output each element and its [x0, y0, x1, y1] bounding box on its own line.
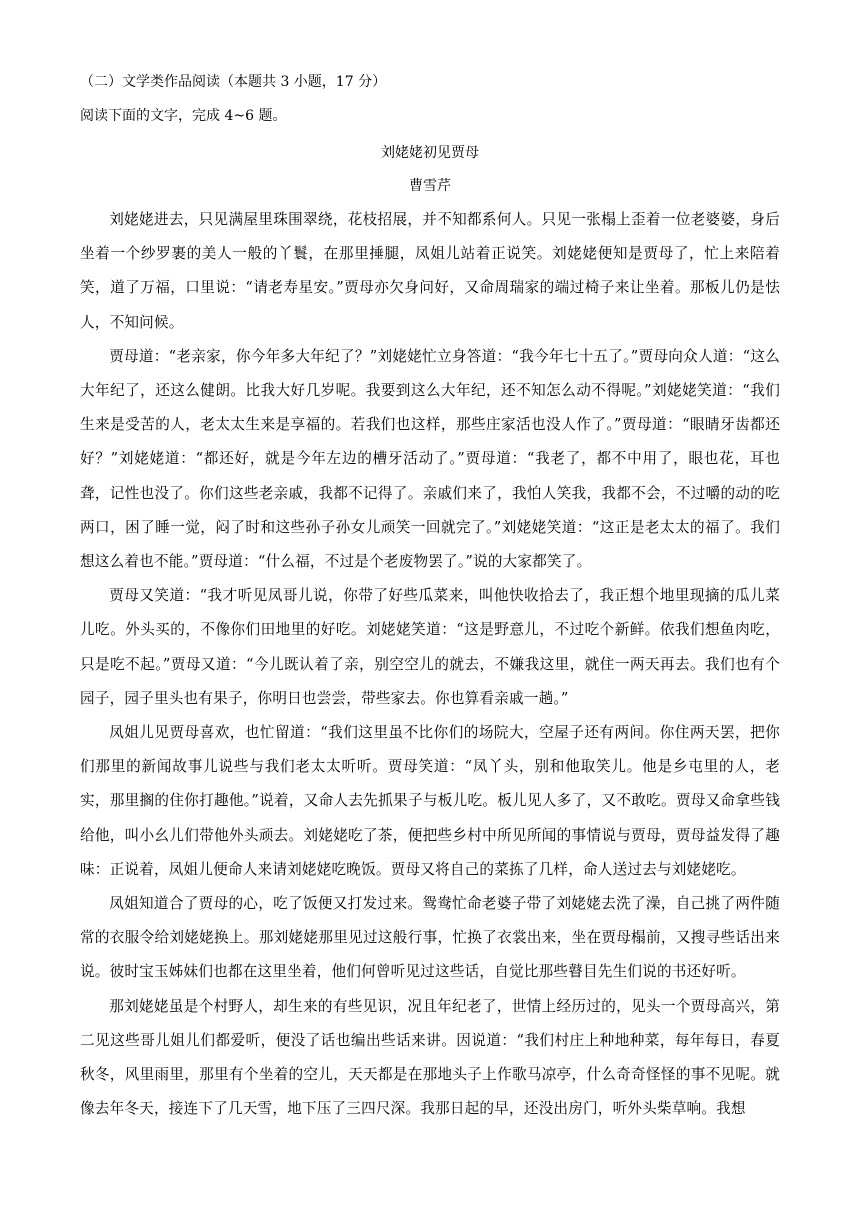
paragraph: 那刘姥姥虽是个村野人，却生来的有些见识，况且年纪老了，世情上经历过的，见头一个贾母高兴，第二见这些哥儿姐儿们都爱听，便没了话也编出些话来讲。因说道：“我们村庄上种地种菜，每年每日，春夏秋冬，风里雨里，那里有个坐着的空儿，天天都是在那地头子上作歌马凉亭，什么奇奇怪怪的事不见呢。就像去年冬天，接连下了几天雪，地下压了三四尺深。我那日起的早，还没出房门，听外头柴草响。我想	[80, 997, 780, 1118]
article-title: 刘姥姥初见贾母	[381, 145, 479, 161]
section-heading: （二）文学类作品阅读（本题共 3 小题，17 分）	[80, 74, 387, 90]
article-body	[80, 203, 780, 1126]
paragraph: 贾母道：“老亲家，你今年多大年纪了？”刘姥姥忙立身答道：“我今年七十五了。”贾母向众人道：“这么大年纪了，还这么健朗。比我大好几岁呢。我要到这么大年纪，还不知怎么动不得呢。”刘姥姥笑道：“我们生来是受苦的人，老太太生来是享福的。若我们也这样，那些庄家活也没人作了。”贾母道：“眼睛牙齿都还好？”刘姥姥道：“都还好，就是今年左边的槽牙活动了。”贾母道：“我老了，都不中用了，眼也花，耳也聋，记性也没了。你们这些老亲戚，我都不记得了。亲戚们来了，我怕人笑我，我都不会，不过嚼的动的吃两口，困了睡一觉，闷了时和这些孙子孙女儿顽笑一回就完了。”刘姥姥笑道：“这正是老太太的福了。我们想这么着也不能。”贾母道：“什么福，不过是个老废物罢了。”说的大家都笑了。	[80, 347, 780, 571]
paragraph: 凤姐知道合了贾母的心，吃了饭便又打发过来。鸳鸯忙命老婆子带了刘姥姥去洗了澡，自己挑了两件随常的衣服令给刘姥姥换上。那刘姥姥那里见过这般行事，忙换了衣裳出来，坐在贾母榻前，又搜寻些话出来说。彼时宝玉姊妹们也都在这里坐着，他们何曾听见过这些话，自觉比那些瞽目先生们说的书还好听。	[80, 895, 780, 981]
paragraph: 凤姐儿见贾母喜欢，也忙留道：“我们这里虽不比你们的场院大，空屋子还有两间。你住两天罢，把你们那里的新闻故事儿说些与我们老太太听听。贾母笑道：“凤丫头，别和他取笑儿。他是乡屯里的人，老实，那里搁的住你打趣他。”说着，又命人去先抓果子与板儿吃。板儿见人多了，又不敢吃。贾母又命拿些钱给他，叫小幺儿们带他外头顽去。刘姥姥吃了茶，便把些乡村中所见所闻的事情说与贾母，贾母益发得了趣味：正说着，凤姐儿便命人来请刘姥姥吃晚饭。贾母又将自己的菜拣了几样，命人送过去与刘姥姥吃。	[80, 724, 780, 878]
paragraph: 贾母又笑道：“我才听见凤哥儿说，你带了好些瓜菜来，叫他快收拾去了，我正想个地里现摘的瓜儿菜儿吃。外头买的，不像你们田地里的好吃。刘姥姥笑道：“这是野意儿，不过吃个新鲜。依我们想鱼肉吃，只是吃不起。”贾母又道：“今儿既认着了亲，别空空儿的就去，不嫌我这里，就住一两天再去。我们也有个园子，园子里头也有果子，你明日也尝尝，带些家去。你也算看亲戚一趟。”	[80, 587, 780, 707]
reading-instruction: 阅读下面的文字，完成 4~6 题。	[80, 108, 287, 124]
article-author: 曹雪芹	[409, 178, 451, 194]
paragraph: 刘姥姥进去，只见满屋里珠围翠绕，花枝招展，并不知都系何人。只见一张榻上歪着一位老婆婆，身后坐着一个纱罗裹的美人一般的丫鬟，在那里捶腿，凤姐儿站着正说笑。刘姥姥便知是贾母了，忙上来陪着笑，道了万福，口里说：“请老寿星安。”贾母亦欠身问好，又命周瑞家的端过椅子来让坐着。那板儿仍是怯人，不知问候。	[80, 211, 780, 331]
